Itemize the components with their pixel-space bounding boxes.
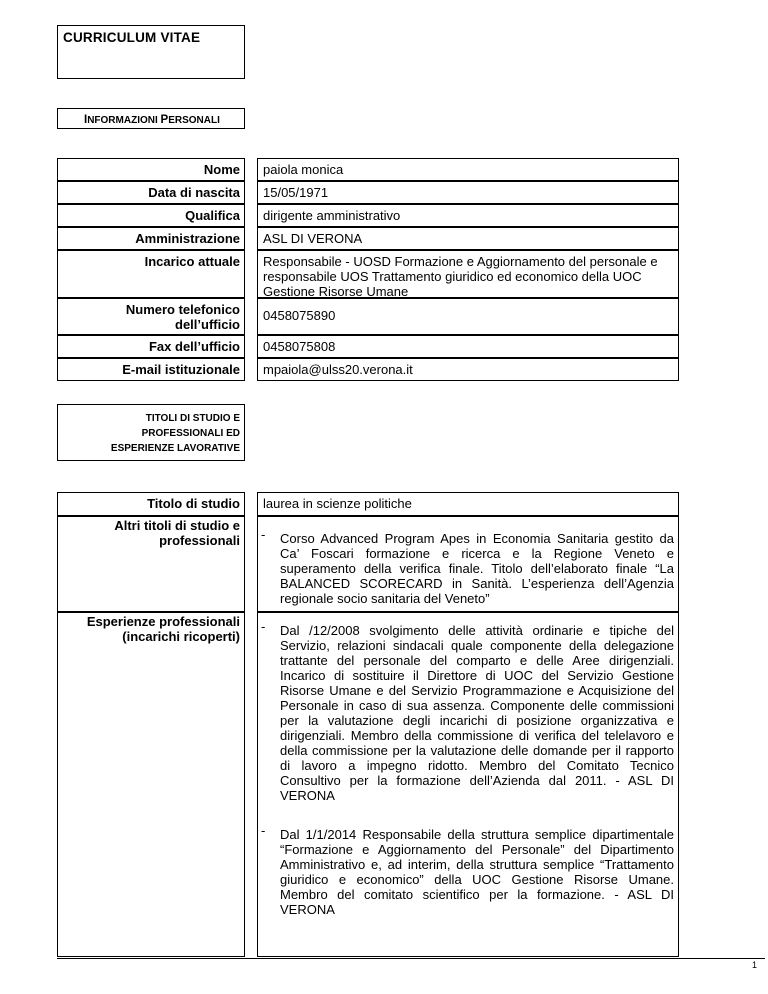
bullet-dash: - (261, 619, 266, 634)
value-email: mpaiola@ulss20.verona.it (257, 358, 679, 381)
esperienze-item-1: Dal /12/2008 svolgimento delle attività ordinarie e tipiche del Servizio, relazioni sindacali quale componente della delegazione trattante del personale del comparto e delle Aree dirigenziali. Incarico di sostituire il Direttore di UOC del Servizio Gestione Risorse Umane e del Servizio Programmazione e Acquisizione del Personale in caso di sua assenza. Componente delle commissioni per la valutazione degli incarichi di posizione organizzativa e dirigenziali. Membro della commissione di verifica del telelavoro e della commissione per la valutazione delle domande per il rapporto di lavoro a impegno ridotto. Membro del Comitato Tecnico Consultivo per la formazione dell’Azienda dal 2011. - ASL DI VERONA (280, 623, 674, 803)
value-fax: 0458075808 (257, 335, 679, 358)
label-titolo-studio: Titolo di studio (57, 492, 245, 516)
label-numero-telefonico: Numero telefonico dell’ufficio (57, 298, 245, 335)
label-email: E-mail istituzionale (57, 358, 245, 381)
label-incarico-attuale: Incarico attuale (57, 250, 245, 298)
esperienze-item-2: Dal 1/1/2014 Responsabile della struttura semplice dipartimentale “Formazione e Aggiornamento del Personale” del Dipartimento Amministrativo e, ad interim, della struttura semplice “Trattamento giuridico e economico” della UOC Gestione Risorse Umane. Membro del comitato scientifico per la formazione. - ASL DI VERONA (280, 827, 674, 917)
cv-title-box (57, 25, 245, 79)
label-fax: Fax dell’ufficio (57, 335, 245, 358)
label-qualifica: Qualifica (57, 204, 245, 227)
label-altri-titoli: Altri titoli di studio e professionali (57, 516, 245, 612)
value-titolo-studio: laurea in scienze politiche (257, 492, 679, 516)
section-titles-line-1: TITOLI DI STUDIO E (145, 413, 240, 424)
footer-rule (57, 958, 765, 959)
section-titles-line-2: PROFESSIONALI ED (141, 428, 240, 439)
bullet-dash: - (261, 823, 266, 838)
bullet-dash: - (261, 527, 266, 542)
section-personal-info-heading: INFORMAZIONI PERSONALI (57, 108, 245, 129)
label-data-nascita: Data di nascita (57, 181, 245, 204)
value-incarico-attuale: Responsabile - UOSD Formazione e Aggiornamento del personale e responsabile UOS Trattamento giuridico ed economico della UOC Gestione Risorse Umane (257, 250, 679, 298)
label-esperienze: Esperienze professionali (incarichi ricoperti) (57, 612, 245, 957)
value-nome: paiola monica (257, 158, 679, 181)
page-number: 1 (752, 960, 758, 970)
section-titles-heading (57, 404, 245, 461)
label-amministrazione: Amministrazione (57, 227, 245, 250)
altri-titoli-cell (257, 516, 679, 612)
value-numero-telefonico: 0458075890 (257, 298, 679, 335)
label-nome: Nome (57, 158, 245, 181)
section-titles-line-3: ESPERIENZE LAVORATIVE (110, 443, 240, 454)
value-amministrazione: ASL DI VERONA (257, 227, 679, 250)
altri-titoli-item-1: Corso Advanced Program Apes in Economia Sanitaria gestito da Ca’ Foscari formazione e ricerca e la Regione Veneto e superamento della verifica finale. Titolo dell’elaborato finale “La BALANCED SCORECARD in Sanità. L’esperienza dell’Agenzia regionale socio sanitaria del Veneto” (280, 531, 674, 606)
value-qualifica: dirigente amministrativo (257, 204, 679, 227)
document-title: CURRICULUM VITAE (63, 30, 201, 45)
esperienze-cell (257, 612, 679, 957)
value-data-nascita: 15/05/1971 (257, 181, 679, 204)
